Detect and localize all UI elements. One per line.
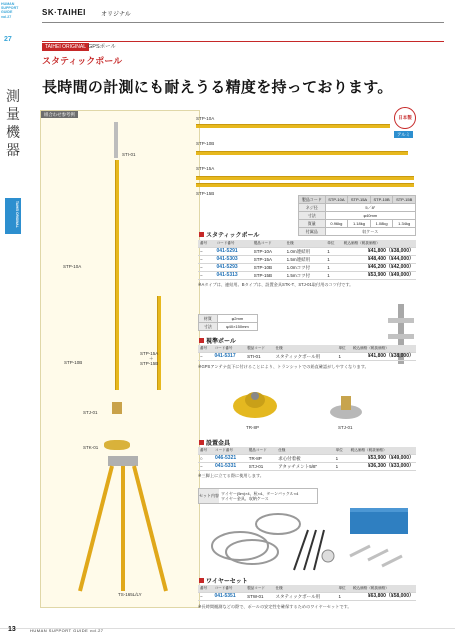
price bbox=[342, 256, 416, 264]
section-marker bbox=[199, 232, 204, 237]
model-code: STW-01 bbox=[245, 593, 273, 601]
footer-guide: HUMAN SUPPORT GUIDE vol.27 bbox=[30, 628, 104, 633]
spec-header: STP-10B bbox=[370, 196, 393, 204]
price bbox=[342, 264, 416, 272]
unit: 1 bbox=[325, 248, 342, 256]
pole-bar-stp15b bbox=[196, 183, 414, 187]
wire-set-note: ※長時間観測などの際で、ポールの安定性を確保するためのワイヤーセットです。 bbox=[198, 604, 352, 609]
set-content-label: セット内容 bbox=[199, 489, 219, 503]
label-plus: ＋ bbox=[149, 356, 154, 361]
spec-value: φ40mm bbox=[325, 212, 415, 220]
set-content-text: ワイヤー(5m)×4、杭×4、ターンバックル×4 ワイヤー金具、収納ケース bbox=[221, 491, 299, 501]
section-marker bbox=[199, 338, 204, 343]
col-header: 仕様 bbox=[274, 345, 337, 353]
category-tab-text: TAIHEI ORIGINAL bbox=[15, 201, 19, 228]
col-header: 単位 bbox=[336, 345, 350, 353]
code-number: 041-5351 bbox=[212, 593, 245, 601]
pole-label-stp15b: STP-15B bbox=[196, 191, 215, 196]
code-number: 041-5291 bbox=[215, 248, 252, 256]
spec-value: 0.96kg bbox=[325, 220, 348, 228]
section-rule bbox=[42, 41, 444, 42]
sight-pole-section-title bbox=[199, 336, 236, 345]
spec-key: 寸法 bbox=[299, 212, 326, 220]
table-row bbox=[198, 463, 416, 471]
spec-value: 5／8″ bbox=[325, 204, 415, 212]
tripod-image bbox=[72, 456, 172, 596]
wire-set-photo bbox=[200, 500, 412, 574]
sight-pole-note: ※GPSアンテナ直下に付けることにより、トランシットでの鉛直確認がしやすくなります。 bbox=[198, 364, 369, 369]
mount-table bbox=[198, 447, 416, 471]
code-number: 046-5321 bbox=[213, 455, 247, 463]
unit: 1 bbox=[336, 353, 350, 361]
price bbox=[342, 272, 416, 280]
spec-header: STP-10A bbox=[325, 196, 348, 204]
price-excl: （¥42,000） bbox=[385, 264, 414, 270]
spec: スタティックポール用 bbox=[274, 353, 337, 361]
spec-key: 付属品 bbox=[299, 228, 326, 236]
col-header: 税込価格（税抜価格） bbox=[351, 585, 416, 593]
col-header: 単位 bbox=[325, 240, 342, 248]
spec: 1.5mコツ付 bbox=[285, 272, 326, 280]
spec-key: ネジ径 bbox=[299, 204, 326, 212]
col-header: コード番号 bbox=[212, 345, 245, 353]
section-marker bbox=[199, 440, 204, 445]
table-row bbox=[198, 256, 416, 264]
col-header: 税込価格（税抜価格） bbox=[342, 240, 416, 248]
col-header: 単位 bbox=[336, 585, 350, 593]
label-stk01: STK-01 bbox=[83, 445, 99, 450]
col-header: 税込価格（税抜価格） bbox=[349, 447, 416, 455]
volume-number: 27 bbox=[4, 36, 12, 43]
col-header: 製品コード bbox=[245, 585, 273, 593]
table-row bbox=[198, 248, 416, 256]
model-code: STP-10B bbox=[252, 264, 285, 272]
code-number: 041-5293 bbox=[215, 264, 252, 272]
row-no: ○ bbox=[198, 455, 213, 463]
spec-value: φ40×150mm bbox=[217, 323, 257, 331]
spec: 1.5m連結用 bbox=[285, 256, 326, 264]
spec-value: 1.34kg bbox=[393, 220, 416, 228]
spec: アタッチメント5/8″ bbox=[276, 463, 333, 471]
col-header: 製品コード bbox=[245, 345, 273, 353]
price-excl: （¥58,000） bbox=[385, 593, 414, 599]
diagram-label: 組合わせ参考例 bbox=[41, 111, 78, 118]
tr8p-image bbox=[230, 380, 280, 424]
price-excl: （¥49,000） bbox=[385, 272, 414, 278]
unit: 1 bbox=[325, 264, 342, 272]
pole-bar-stp15a bbox=[196, 176, 414, 180]
price-excl: （¥49,000） bbox=[385, 455, 414, 461]
col-header: 番号 bbox=[198, 585, 212, 593]
price-incl: ¥63,800 bbox=[367, 593, 386, 599]
product-category: GPSポール bbox=[88, 44, 117, 50]
spec: 1.0mコツ付 bbox=[285, 264, 326, 272]
product-subtitle: スタティックポール bbox=[42, 56, 123, 66]
spec-key: 質量 bbox=[299, 220, 326, 228]
price-excl: （¥38,000） bbox=[385, 248, 414, 254]
code-number: 041-5331 bbox=[213, 463, 247, 471]
spec-key: 寸法 bbox=[199, 323, 218, 331]
table-row bbox=[198, 455, 416, 463]
label-tr8p: TR-8P bbox=[246, 425, 260, 430]
static-pole-note: ※Aタイプは、連結用。Bタイプは、設置金具STK-T、STJ-01取付用のコツ付です。 bbox=[198, 282, 354, 287]
price bbox=[351, 353, 416, 361]
page-number: 13 bbox=[8, 626, 16, 633]
row-no: − bbox=[198, 264, 215, 272]
pole-bar-stp10b bbox=[196, 151, 408, 155]
spec-header: 製品コード bbox=[299, 196, 326, 204]
volume-text: HUMAN SUPPORT GUIDE vol.27 bbox=[1, 2, 19, 19]
spec-value: 収ケース bbox=[325, 228, 415, 236]
aluminum-badge: アルミ bbox=[394, 131, 413, 138]
wire-set-title: ワイヤーセット bbox=[206, 579, 248, 585]
pole-label-stp15a: STP-15A bbox=[196, 166, 215, 171]
row-no: − bbox=[198, 272, 215, 280]
pole-stp10a-image bbox=[115, 160, 119, 300]
col-header: コード番号 bbox=[212, 585, 245, 593]
label-stj01-photo: STJ-01 bbox=[338, 425, 353, 430]
brand-logo: SK·TAIHEI bbox=[42, 8, 86, 17]
col-header: 番号 bbox=[198, 240, 215, 248]
table-row bbox=[198, 264, 416, 272]
row-no: − bbox=[198, 248, 215, 256]
model-code: STP-15B bbox=[252, 272, 285, 280]
col-header: 単位 bbox=[334, 447, 349, 455]
pole-label-stp10b: STP-10B bbox=[196, 141, 215, 146]
pole-stp10b-image bbox=[115, 300, 119, 390]
pole-spec-table bbox=[298, 195, 416, 236]
wire-set-section-title bbox=[199, 576, 248, 585]
label-sti01: STI-01 bbox=[122, 152, 136, 157]
row-no: − bbox=[198, 256, 215, 264]
spec-header: STP-15B bbox=[393, 196, 416, 204]
unit: 1 bbox=[325, 272, 342, 280]
table-row bbox=[198, 272, 416, 280]
static-pole-title: スタティックポール bbox=[206, 233, 260, 239]
original-tag: TAIHEI ORIGINAL bbox=[42, 43, 89, 51]
code-number: 041-5313 bbox=[215, 272, 252, 280]
mount-section-title bbox=[199, 438, 230, 447]
sight-pole-table bbox=[198, 345, 416, 361]
label-stp15a: STP-15A bbox=[140, 351, 159, 356]
mount-title: 設置金具 bbox=[206, 441, 231, 447]
static-pole-section-title bbox=[199, 230, 259, 239]
unit: 1 bbox=[334, 455, 349, 463]
price-excl: （¥38,000） bbox=[385, 353, 414, 359]
category-title: 測量機器 bbox=[6, 89, 20, 159]
section-marker bbox=[199, 578, 204, 583]
sight-pole-title: 視準ポール bbox=[206, 339, 236, 345]
unit: 1 bbox=[334, 463, 349, 471]
pole-label-stp10a: STP-10A bbox=[196, 116, 215, 121]
header-rule bbox=[42, 22, 444, 23]
unit: 1 bbox=[325, 256, 342, 264]
price-excl: （¥33,000） bbox=[385, 463, 414, 469]
spec-value: 1.18kg bbox=[348, 220, 371, 228]
model-code: STP-10A bbox=[252, 248, 285, 256]
mount-note: ※三脚上に立てる際に使用します。 bbox=[198, 473, 264, 478]
table-row bbox=[198, 353, 416, 361]
model-code: TR-8P bbox=[247, 455, 276, 463]
col-header: 仕様 bbox=[285, 240, 326, 248]
pole-stp15-image bbox=[157, 296, 161, 390]
price-incl: ¥48,400 bbox=[367, 256, 386, 262]
wire-set-table bbox=[198, 585, 416, 601]
price bbox=[349, 463, 416, 471]
price bbox=[351, 593, 416, 601]
model-code: STP-15A bbox=[252, 256, 285, 264]
model-code: STI-01 bbox=[245, 353, 273, 361]
label-stj01: STJ-01 bbox=[83, 410, 98, 415]
sight-pole-image bbox=[114, 122, 118, 158]
label-stp10b: STP-10B bbox=[64, 360, 83, 365]
row-no: − bbox=[198, 593, 212, 601]
label-tripod: TS-165L/LY bbox=[118, 592, 142, 597]
col-header: 製品コード bbox=[252, 240, 285, 248]
table-row bbox=[198, 593, 416, 601]
spec-value: 1.08kg bbox=[370, 220, 393, 228]
made-in-japan-badge: 日本製 bbox=[394, 107, 416, 129]
price-incl: ¥53,900 bbox=[367, 272, 386, 278]
price-incl: ¥46,200 bbox=[367, 264, 386, 270]
spec: スタティックポール用 bbox=[274, 593, 337, 601]
label-stp10a: STP-10A bbox=[63, 264, 82, 269]
stj01-photo bbox=[328, 392, 364, 422]
price-incl: ¥36,300 bbox=[367, 463, 386, 469]
price bbox=[342, 248, 416, 256]
code-number: 041-5303 bbox=[215, 256, 252, 264]
col-header: 税込価格（税抜価格） bbox=[351, 345, 416, 353]
price bbox=[349, 455, 416, 463]
unit: 1 bbox=[336, 593, 350, 601]
spec: 求心付着板 bbox=[276, 455, 333, 463]
col-header: コード番号 bbox=[215, 240, 252, 248]
code-number: 041-5317 bbox=[212, 353, 245, 361]
sight-spec-table bbox=[198, 314, 258, 331]
col-header: コード番号 bbox=[213, 447, 247, 455]
spec-value: φ2mm bbox=[217, 315, 257, 323]
col-header: 番号 bbox=[198, 447, 213, 455]
brand-sub: オリジナル bbox=[101, 12, 131, 18]
col-header: 製品コード bbox=[247, 447, 276, 455]
pole-bar-stp10a bbox=[196, 124, 390, 128]
stj01-image bbox=[112, 402, 122, 414]
model-code: STJ-01 bbox=[247, 463, 276, 471]
static-pole-table bbox=[198, 240, 416, 280]
col-header: 仕様 bbox=[276, 447, 333, 455]
headline: 長時間の計測にも耐えうる精度を持っております。 bbox=[42, 79, 393, 96]
spec: 1.0m連結用 bbox=[285, 248, 326, 256]
stk01-image bbox=[104, 440, 130, 450]
row-no: − bbox=[198, 463, 213, 471]
spec-key: 材質 bbox=[199, 315, 218, 323]
price-incl: ¥53,900 bbox=[367, 455, 386, 461]
price-excl: （¥44,000） bbox=[385, 256, 414, 262]
spec-header: STP-15A bbox=[348, 196, 371, 204]
col-header: 仕様 bbox=[274, 585, 337, 593]
col-header: 番号 bbox=[198, 345, 212, 353]
price-incl: ¥41,800 bbox=[367, 248, 386, 254]
price-incl: ¥41,800 bbox=[367, 353, 386, 359]
label-stp15b: STP-15B bbox=[140, 361, 159, 366]
row-no: − bbox=[198, 353, 212, 361]
